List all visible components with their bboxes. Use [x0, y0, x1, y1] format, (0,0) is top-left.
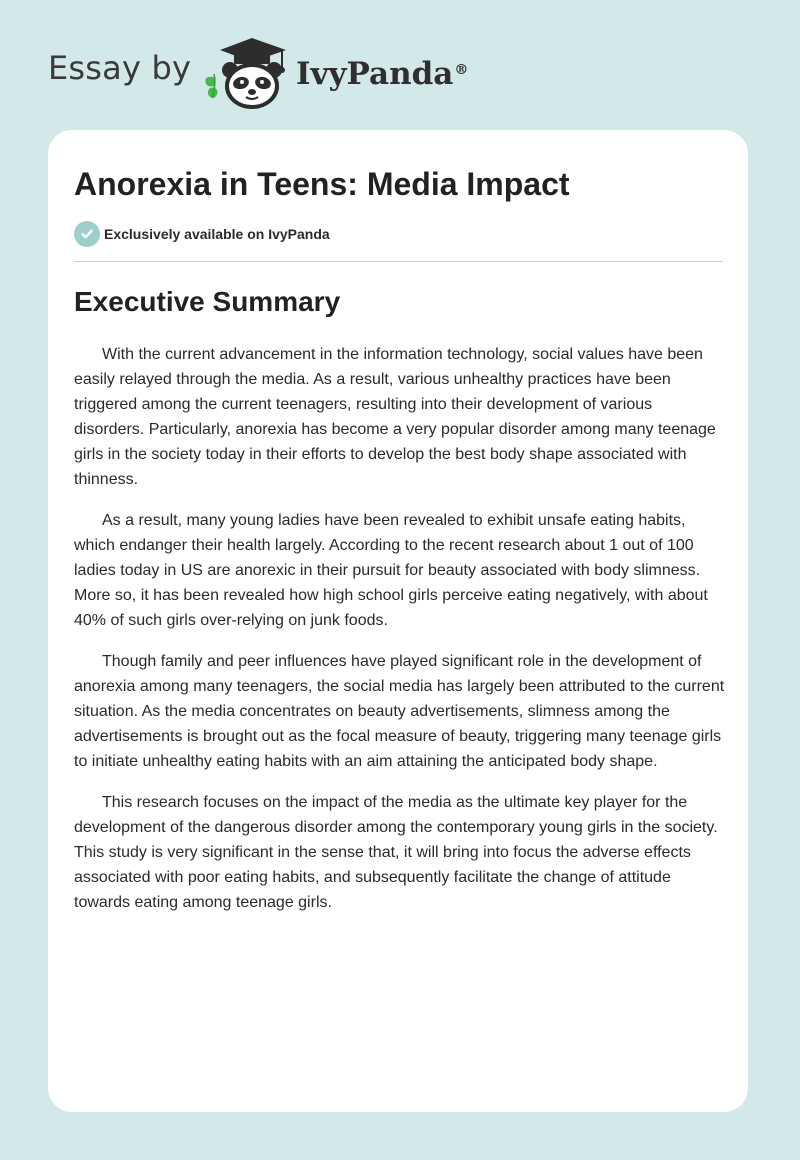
body-paragraph: With the current advancement in the information technology, social values have been easily relayed through the media. As a result, various unhealthy practices have been triggered among the current teenagers, resulting into their development of various disorders. Particularly, anorexia has become a very popular disorder among many teenage girls in the society today in their efforts to develop the best body shape associated with thinness. — [74, 346, 716, 488]
exclusive-badge-label: Exclusively available on IvyPanda — [104, 226, 330, 242]
panda-graduate-icon[interactable] — [200, 34, 292, 110]
essay-body — [74, 342, 726, 931]
body-paragraph: Though family and peer influences have played significant role in the development of anorexia among many teenagers, the social media has largely been attributed to the current situation. As the media concentrates on beauty advertisements, slimness among the advertisements is brought out as the focal measure of beauty, triggering many teenage girls to initiate unhealthy eating habits with an aim attaining the anticipated body shape. — [74, 653, 725, 770]
ivypanda-wordmark[interactable] — [296, 54, 468, 94]
body-paragraph: As a result, many young ladies have been revealed to exhibit unsafe eating habits, which endanger their health largely. According to the recent research about 1 out of 100 ladies today in US are anorexic in their pursuit for beauty associated with body slimness. More so, it has been revealed how high school girls perceive eating negatively, with about 40% of such girls over-relying on junk foods. — [74, 512, 708, 629]
check-circle-icon — [74, 221, 100, 247]
essay-card — [48, 130, 748, 1112]
brand-name: IvyPanda — [296, 56, 454, 92]
title-divider — [74, 261, 723, 262]
body-paragraph: This research focuses on the impact of the media as the ultimate key player for the development of the dangerous disorder among the contemporary young girls in the society. This study is very significant in the sense that, it will bring into focus the adverse effects associated with poor eating habits, and subsequently facilitate the change of attitude towards eating among teenage girls. — [74, 794, 718, 911]
site-header — [0, 0, 800, 130]
registered-mark: ® — [454, 62, 469, 78]
essay-title: Anorexia in Teens: Media Impact — [74, 166, 570, 202]
exclusive-badge — [74, 220, 330, 248]
section-heading: Executive Summary — [74, 286, 341, 317]
essay-by-label: Essay by — [48, 49, 192, 87]
